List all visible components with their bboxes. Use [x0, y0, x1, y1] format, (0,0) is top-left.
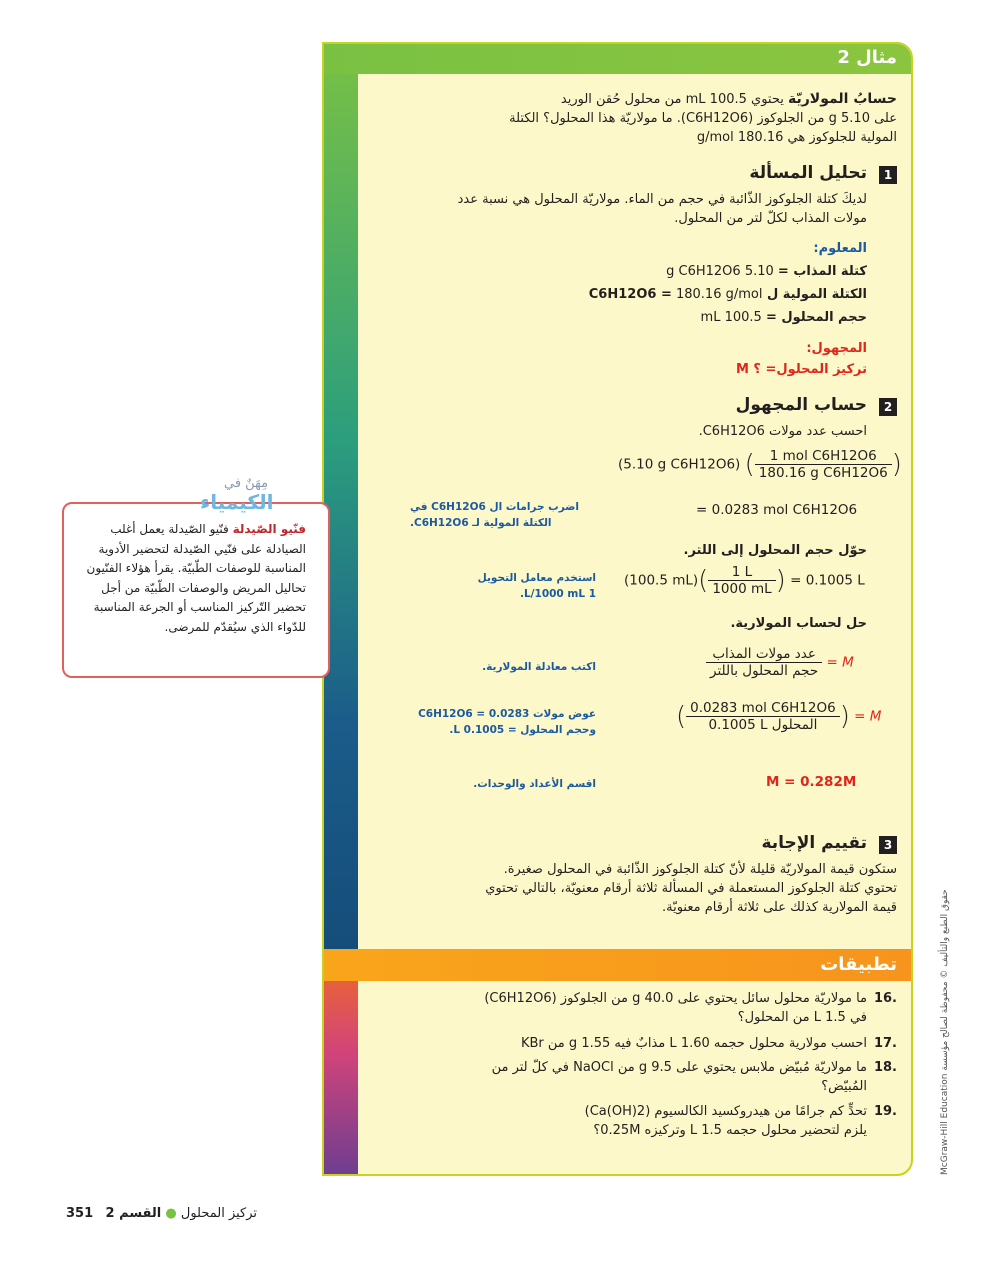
calc4-num: 0.0283 mol C6H12O6 — [686, 700, 840, 717]
problem-bold: حسابُ المولاريّة — [788, 91, 897, 107]
applications-side-bar — [324, 949, 358, 1176]
footer-topic: تركيز المحلول — [180, 1206, 258, 1221]
known-value-mass: 5.10 g C6H12O6 — [666, 264, 774, 279]
app-item — [387, 1034, 867, 1053]
problem-statement — [377, 90, 897, 147]
step2-solve-line: حل لحساب المولارية. — [730, 616, 867, 631]
note-conversion-a: استخدم معامل التحويل — [477, 572, 596, 584]
step2-number: 2 — [879, 398, 897, 416]
applications-title: تطبيقات — [820, 954, 897, 975]
unknown-value: تركيز المحلول= ؟ M — [735, 362, 867, 377]
known-label: المعلوم: — [813, 241, 867, 256]
career-body: فنّيو الصّيدلة يعمل أغلب الصيادلة على فنّيي الصّيدلة لتحضير الأدوية المناسبة للوصفات الطّبيّة. يقرأ هؤلاء الفنّيون تحاليل المريض والوصفات الطّبيّة من أجل تحضير التّركيز المناسب أو الجرعة المناسبة للدّواء الذي سيُقدّم للمرضى. — [86, 522, 306, 634]
problem-line2: على 5.10 g من الجلوكوز (C6H12O6). ما مولاريّة هذا المحلول؟ الكتلة — [509, 111, 897, 126]
app-item-line: احسب مولارية محلول حجمه 1.60 L مذابٌ فيه 1.55 g من KBr — [520, 1036, 867, 1051]
example-header — [324, 44, 911, 74]
app-item — [387, 989, 867, 1027]
note-substitute-b: وحجم المحلول = 0.1005 L. — [449, 724, 596, 736]
page-footer: 351 تركيز المحلول ● القسم 2 — [66, 1206, 258, 1221]
app-item-number: 17. — [873, 1036, 897, 1051]
footer-section: القسم 2 — [105, 1206, 162, 1221]
note-conversion-b: 1 L/1000 mL. — [519, 588, 596, 600]
problem-line3: المولية للجلوكوز هي 180.16 g/mol — [696, 130, 897, 145]
step1-number: 1 — [879, 166, 897, 184]
calc2-result: = 0.1005 L — [790, 572, 865, 589]
app-item-line: في 1.5 L من المحلول؟ — [737, 1010, 867, 1025]
calc2-num: 1 L — [708, 564, 775, 581]
step1-title: تحليل المسألة — [749, 163, 867, 183]
known-row — [701, 308, 867, 327]
known-value-molar-mass: 180.16 g/mol — [675, 287, 763, 302]
career-heading-small: مِهَنٌ في — [224, 476, 269, 491]
applications-header — [324, 949, 911, 981]
step1-line2: مولات المذاب لكلّ لتر من المحلول. — [674, 211, 867, 226]
calc1-num: 1 mol C6H12O6 — [755, 448, 892, 465]
calc4-den: 0.1005 L المحلول — [708, 717, 818, 733]
step1-line1: لديكَ كتلة الجلوكوز الذّائبة في حجم من الماء. مولاريّة المحلول هي نسبة عدد — [457, 192, 867, 207]
app-item-number: 18. — [873, 1060, 897, 1075]
calc1-left: (5.10 g C6H12O6) — [618, 456, 741, 473]
known-row — [589, 285, 867, 304]
example-panel — [322, 42, 913, 1176]
calc2-left: (100.5 mL) — [624, 572, 699, 589]
app-item-line: ما مولاريّة مُبيّض ملابس يحتوي على 9.5 g من NaOCl في كلّ لتر من — [491, 1060, 867, 1075]
career-heading: الكيمياء — [200, 490, 274, 514]
example-title: مثال 2 — [837, 47, 897, 68]
known-value-volume: 100.5 mL — [700, 310, 762, 325]
note-multiply: اضرب جرامات ال C6H12O6 في الكتلة المولية لـ C6H12O6. — [410, 501, 580, 529]
calc3-den: حجم المحلول باللتر — [710, 663, 819, 679]
calc-formula: $\frac{\text{عدد مولات المذاب}}{\text{حجم المحلول باللتر}}$ = M — [706, 646, 854, 679]
step3-title: تقييم الإجابة — [761, 833, 867, 853]
page-number: 351 — [66, 1206, 94, 1221]
step3-line1: ستكون قيمة المولاريّة قليلة لأنّ كتلة الجلوكوز الذّائبة في المحلول صغيرة. — [503, 862, 897, 877]
step2-moles-line: احسب عدد مولات C6H12O6. — [698, 424, 867, 439]
known-label-molar-mass: الكتلة المولية ل C6H12O6 = — [588, 287, 867, 302]
known-label-volume: حجم المحلول = — [765, 310, 867, 325]
note-divide: اقسم الأعداد والوحدات. — [473, 778, 596, 790]
calc-substitute: ( $\frac{\text{0.0283 mol C6H12O6}}{\text{0.1005 L المحلول}}$ ) = M — [676, 700, 882, 733]
app-item-line: تحدٍّ كم جرامًا من هيدروكسيد الكالسيوم (Ca(OH)2) — [584, 1104, 867, 1119]
calc2-den: 1000 mL — [712, 581, 772, 597]
calc-result: M = 0.282M — [766, 774, 857, 790]
career-text — [74, 520, 306, 637]
calc1-result: = 0.0283 mol C6H12O6 — [696, 502, 858, 518]
step3-line2: تحتوي كتلة الجلوكوز المستعملة في المسألة ثلاثة أرقام معنويّة، بالتالي تحتوي — [485, 881, 897, 896]
step3-line3: قيمة المولارية كذلك على ثلاثة أرقام معنويّة. — [662, 900, 897, 915]
problem-line1: يحتوي 100.5 mL من محلول حُقن الوريد — [560, 92, 784, 107]
app-item — [387, 1058, 867, 1096]
copyright: McGraw-Hill Education حقوق الطبع والتأليف © محفوظة لصالح مؤسسة — [940, 889, 950, 1175]
step3-text — [377, 860, 897, 917]
note-substitute — [410, 706, 596, 738]
step2-title: حساب المجهول — [735, 395, 867, 415]
calc1-den: 180.16 g C6H12O6 — [758, 465, 888, 481]
note-substitute-a: عوض مولات C6H12O6 = 0.0283 — [418, 708, 596, 720]
step1-text — [367, 190, 867, 228]
app-item-line: ما مولاريّة محلول سائل يحتوي على 40.0 g من الجلوكوز (C6H12O6) — [484, 991, 867, 1006]
app-item-line: المُبيّض؟ — [821, 1079, 867, 1094]
step2-convert-line: حوّل حجم المحلول إلى اللتر. — [683, 543, 867, 558]
app-item — [387, 1102, 867, 1140]
calc-volume: (100.5 mL)( $\frac{1 L}{1000 mL}$ ) = 0.1005 L — [624, 564, 865, 597]
known-row — [666, 262, 867, 281]
unknown-label: المجهول: — [806, 341, 867, 356]
note-conversion — [436, 570, 596, 602]
app-item-number: 16. — [873, 991, 897, 1006]
career-title: فنّيو الصّيدلة — [232, 522, 306, 536]
step3-number: 3 — [879, 836, 897, 854]
calc-moles: (5.10 g C6H12O6) ( $\frac{\text{1 mol C6H12O6}}{\text{180.16 g C6H12O6}}$ ) — [618, 448, 902, 481]
note-formula: اكتب معادلة المولارية. — [482, 661, 596, 673]
app-item-line: يلزم لتحضير محلول حجمه 1.5 L وتركيزه 0.25M؟ — [593, 1123, 867, 1138]
known-label-mass: كتلة المذاب = — [777, 264, 867, 279]
calc3-num: عدد مولات المذاب — [706, 646, 822, 663]
app-item-number: 19. — [873, 1104, 897, 1119]
